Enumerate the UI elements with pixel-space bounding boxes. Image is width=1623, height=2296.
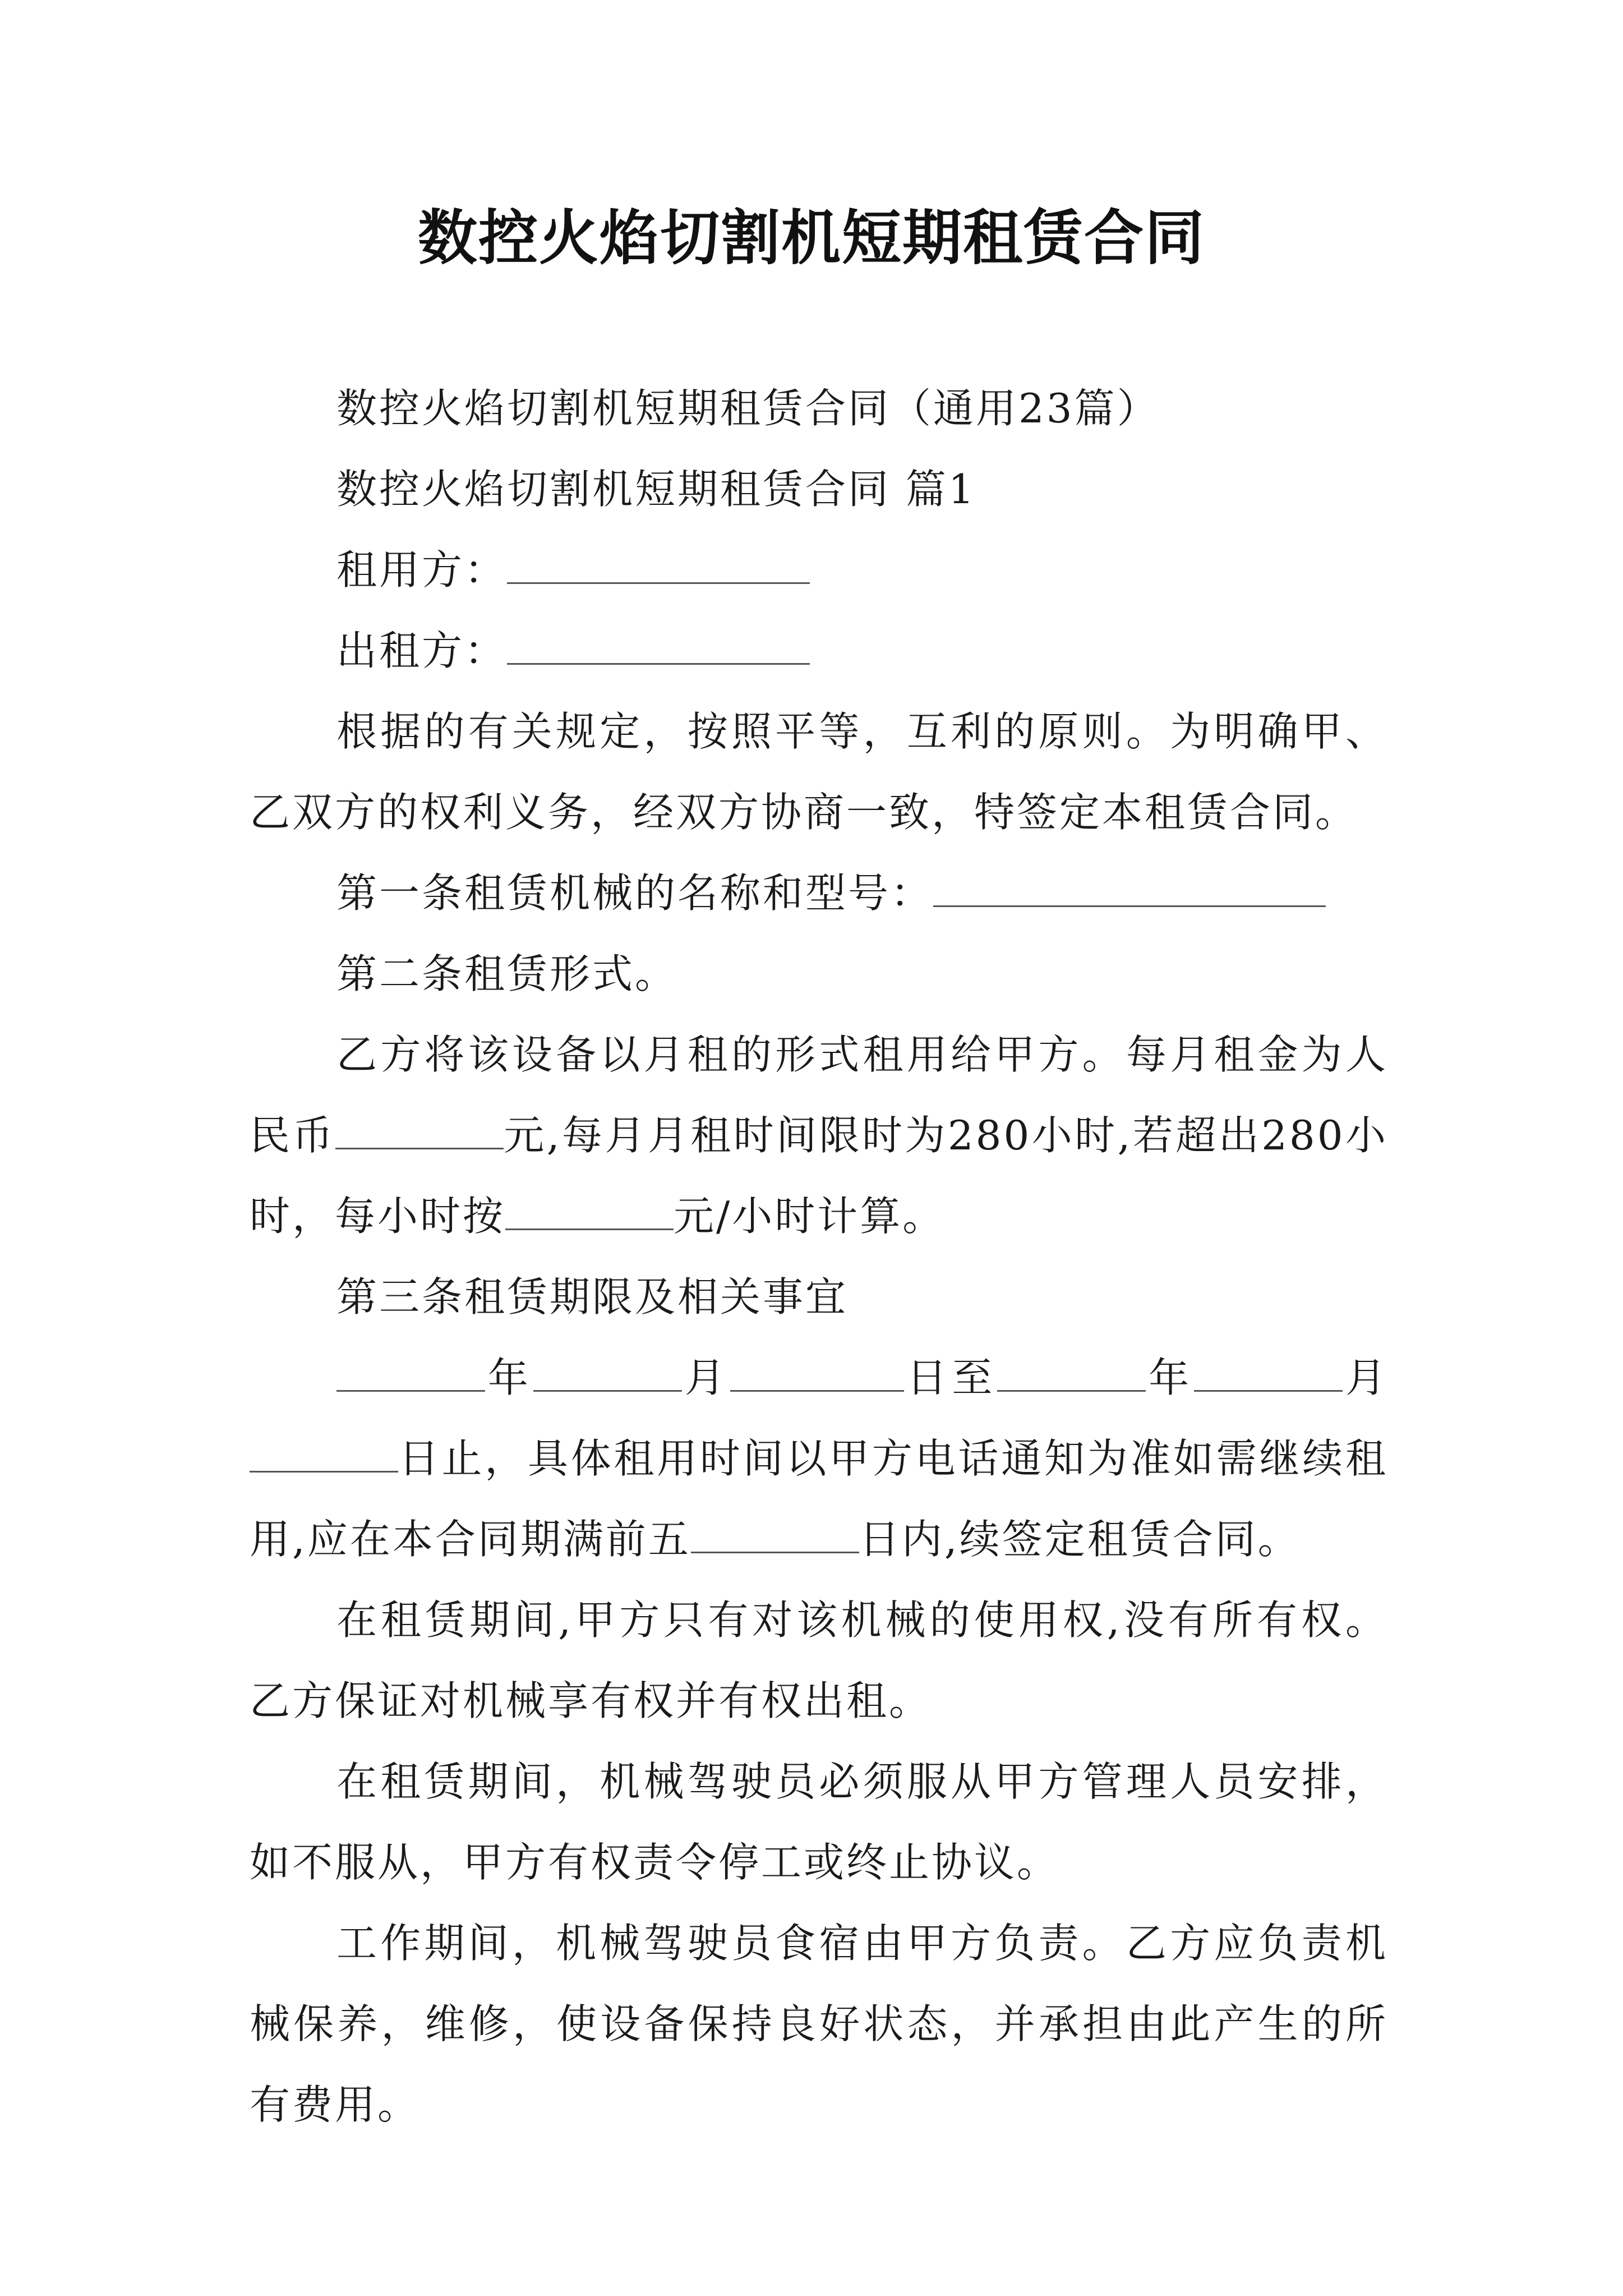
rent-text-1: 乙方将该设备以月租的形式租用给甲方。每月租金为人民币: [250, 1031, 1388, 1159]
article3-heading: 第三条租赁期限及相关事宜: [336, 1273, 849, 1320]
subtitle-paragraph: 数控火焰切割机短期租赁合同（通用23篇）: [336, 385, 1160, 432]
year-label: 年: [485, 1354, 533, 1401]
use-right-paragraph: 在租赁期间,甲方只有对该机械的使用权,没有所有权。乙方保证对机械享有权并有权出租。: [250, 1596, 1388, 1724]
work-period-paragraph: 工作期间，机械驾驶员食宿由甲方负责。乙方应负责机械保养，维修，使设备保持良好状态，并承担由此产生的所有费用。: [250, 1920, 1388, 2128]
intro-paragraph: 根据的有关规定，按照平等，互利的原则。为明确甲、乙双方的权利义务，经双方协商一致，特签定本租赁合同。: [250, 708, 1388, 836]
year-label-2: 年: [1146, 1354, 1195, 1401]
lessee-line: [250, 530, 1388, 610]
rent-text-2: 元,每月月租时间限时为280小时,若超出280小时，每小时按: [250, 1112, 1388, 1240]
article1-line: [250, 853, 1388, 933]
rent-paragraph: [250, 1014, 1388, 1257]
start-month-blank: [533, 1355, 682, 1392]
document-body: [250, 368, 1388, 2145]
lessor-line: [250, 610, 1388, 691]
document-title: 数控火焰切割机短期租赁合同: [418, 204, 1205, 273]
month-label-2: 月: [1343, 1354, 1388, 1401]
machine-model-blank: [933, 871, 1326, 907]
lessee-blank: [507, 547, 810, 584]
monthly-rent-blank: [335, 1113, 504, 1149]
lessor-label: 出租方：: [336, 627, 508, 674]
driver-rule-paragraph: 在租赁期间，机械驾驶员必须服从甲方管理人员安排，如不服从，甲方有权责令停工或终止协议。: [250, 1758, 1388, 1886]
start-day-blank: [730, 1355, 904, 1392]
period-paragraph: [250, 1337, 1388, 1580]
end-day-blank: [250, 1436, 398, 1473]
end-month-blank: [1194, 1355, 1343, 1392]
day-to-label: 日至: [903, 1354, 998, 1401]
rent-text-3: 元/小时计算。: [674, 1193, 946, 1240]
lessee-label: 租用方：: [336, 546, 508, 593]
lessor-blank: [507, 628, 810, 665]
article2-heading: 第二条租赁形式。: [336, 950, 678, 997]
period-end-text: 日内,续签定租赁合同。: [859, 1516, 1301, 1563]
renewal-days-blank: [691, 1517, 859, 1553]
article1-label: 第一条租赁机械的名称和型号：: [336, 869, 934, 917]
section-heading: 数控火焰切割机短期租赁合同 篇1: [336, 466, 976, 513]
month-label: 月: [681, 1354, 730, 1401]
period-text: 日止，具体租用时间以甲方电话通知为准如需继续租用,应在本合同期满前五: [250, 1435, 1388, 1563]
start-year-blank: [336, 1355, 485, 1392]
end-year-blank: [997, 1355, 1146, 1392]
hourly-rate-blank: [505, 1194, 674, 1230]
